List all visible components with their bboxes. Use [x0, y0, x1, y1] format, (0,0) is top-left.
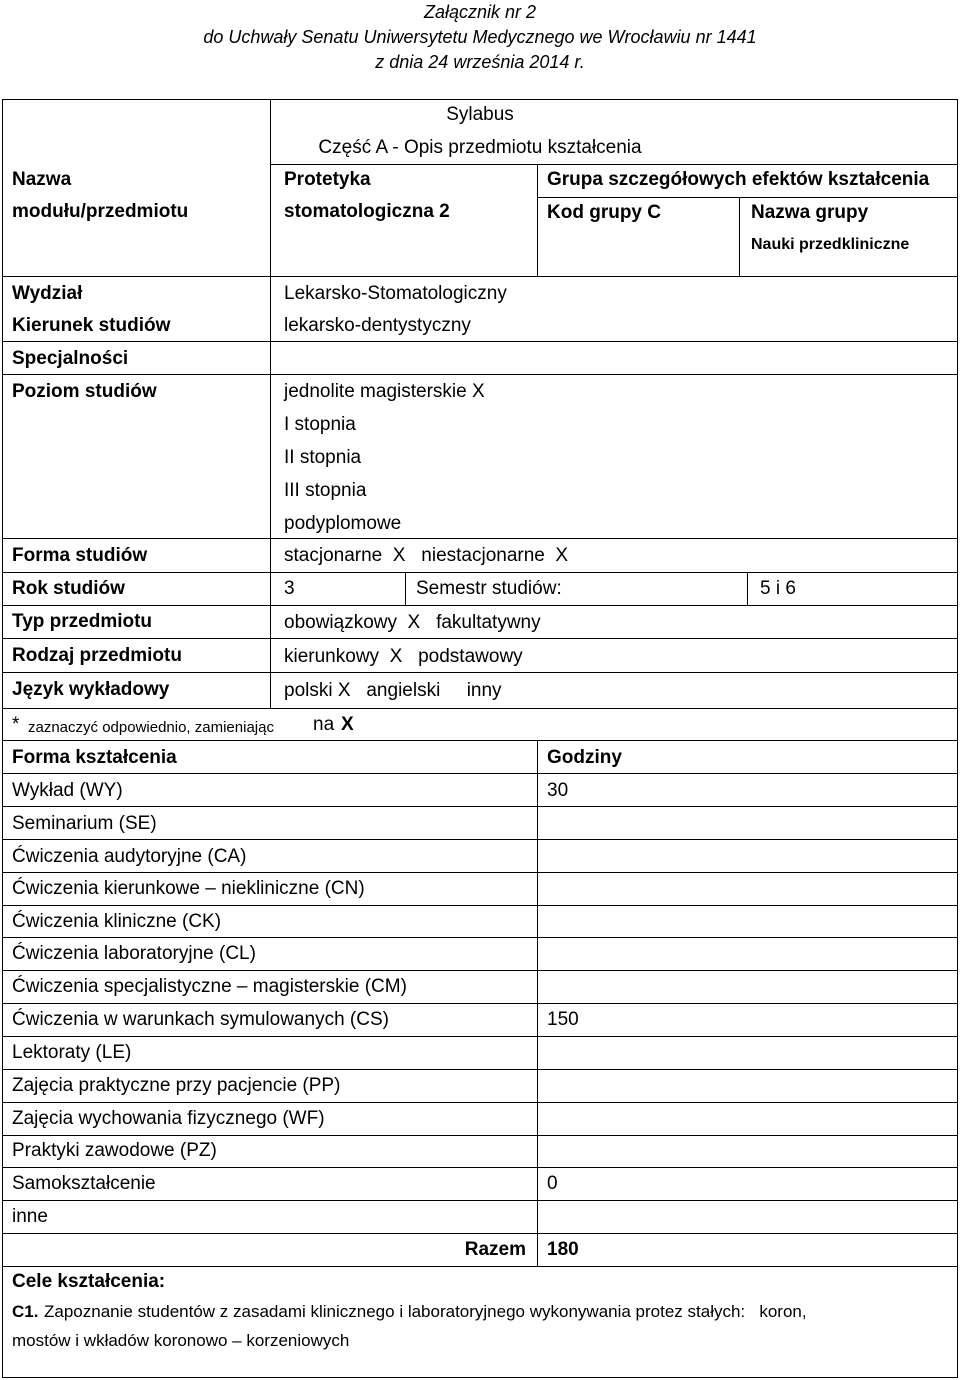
note-star: * — [12, 714, 20, 735]
form-label: Ćwiczenia specjalistyczne – magisterskie (CM) — [12, 976, 407, 997]
syllabus-title: Sylabus — [446, 104, 514, 125]
group-name-label: Nazwa grupy — [751, 202, 869, 223]
form-label: Samokształcenie — [12, 1173, 156, 1194]
level-label: Poziom studiów — [12, 381, 157, 402]
form-label: Zajęcia wychowania fizycznego (WF) — [12, 1108, 325, 1129]
level-option: podyplomowe — [284, 513, 402, 534]
specialty-label: Specjalności — [12, 348, 129, 369]
form-label: Ćwiczenia kierunkowe – niekliniczne (CN) — [12, 878, 365, 899]
module-label-line2: modułu/przedmiotu — [12, 201, 189, 222]
level-option: I stopnia — [284, 414, 356, 435]
field-value: lekarsko-dentystyczny — [284, 315, 471, 336]
semester-value: 5 i 6 — [760, 578, 796, 599]
goal-c1-text-continued: mostów i wkładów koronowo – korzeniowych — [12, 1331, 350, 1350]
group-code: Kod grupy C — [547, 202, 661, 223]
subject-kind-value: kierunkowy X podstawowy — [284, 646, 523, 667]
study-form-value: stacjonarne X niestacjonarne X — [284, 545, 569, 566]
form-label: Ćwiczenia w warunkach symulowanych (CS) — [12, 1009, 389, 1030]
part-title: Część A - Opis przedmiotu kształcenia — [318, 137, 642, 158]
subject-kind-label: Rodzaj przedmiotu — [12, 645, 182, 666]
goal-c1-label: C1. — [12, 1302, 39, 1321]
form-header: Forma kształcenia — [12, 747, 177, 768]
goals-header: Cele kształcenia: — [12, 1271, 166, 1292]
field-label: Kierunek studiów — [12, 315, 171, 336]
total-label: Razem — [464, 1239, 526, 1260]
total-value: 180 — [547, 1239, 579, 1260]
form-label: Lektoraty (LE) — [12, 1042, 132, 1063]
hours-value: 0 — [547, 1173, 558, 1194]
module-name-line2: stomatologiczna 2 — [284, 201, 450, 222]
note-na: na — [313, 714, 335, 735]
year-value: 3 — [284, 578, 295, 599]
form-label: Seminarium (SE) — [12, 813, 157, 834]
resolution-date: z dnia 24 września 2014 r. — [375, 52, 585, 72]
study-form-label: Forma studiów — [12, 545, 148, 566]
hours-value: 150 — [547, 1009, 579, 1030]
form-label: Wykład (WY) — [12, 780, 123, 801]
form-label: Zajęcia praktyczne przy pacjencie (PP) — [12, 1075, 341, 1096]
form-label: Ćwiczenia kliniczne (CK) — [12, 911, 222, 932]
subject-type-label: Typ przedmiotu — [12, 611, 153, 632]
level-option: jednolite magisterskie X — [284, 381, 485, 402]
module-name-line1: Protetyka — [284, 169, 371, 190]
group-header: Grupa szczegółowych efektów kształcenia — [547, 169, 930, 190]
semester-label: Semestr studiów: — [416, 578, 562, 599]
resolution-title: do Uchwały Senatu Uniwersytetu Medycznego we Wrocławiu nr 1441 — [203, 27, 757, 47]
level-option: II stopnia — [284, 447, 362, 468]
faculty-label: Wydział — [12, 283, 83, 304]
level-option: III stopnia — [284, 480, 367, 501]
note-text: zaznaczyć odpowiednio, zamieniając — [28, 719, 274, 736]
hours-value: 30 — [547, 780, 569, 801]
hours-header: Godziny — [547, 747, 622, 768]
group-name: Nauki przedkliniczne — [751, 236, 910, 253]
module-label-line1: Nazwa — [12, 169, 72, 190]
subject-type-value: obowiązkowy X fakultatywny — [284, 612, 541, 633]
form-label: Ćwiczenia laboratoryjne (CL) — [12, 943, 256, 964]
note-x: X — [341, 714, 354, 735]
language-label: Język wykładowy — [12, 679, 170, 700]
form-label: Ćwiczenia audytoryjne (CA) — [12, 846, 247, 867]
language-value: polski X angielski inny — [284, 680, 502, 701]
form-label: Praktyki zawodowe (PZ) — [12, 1140, 217, 1161]
attachment-number: Załącznik nr 2 — [423, 2, 537, 22]
year-label: Rok studiów — [12, 578, 125, 599]
form-label: inne — [12, 1206, 48, 1227]
faculty-value: Lekarsko-Stomatologiczny — [284, 283, 507, 304]
goal-c1-text: Zapoznanie studentów z zasadami klinicznego i laboratoryjnego wykonywania protez stałych: koron, — [44, 1302, 807, 1321]
